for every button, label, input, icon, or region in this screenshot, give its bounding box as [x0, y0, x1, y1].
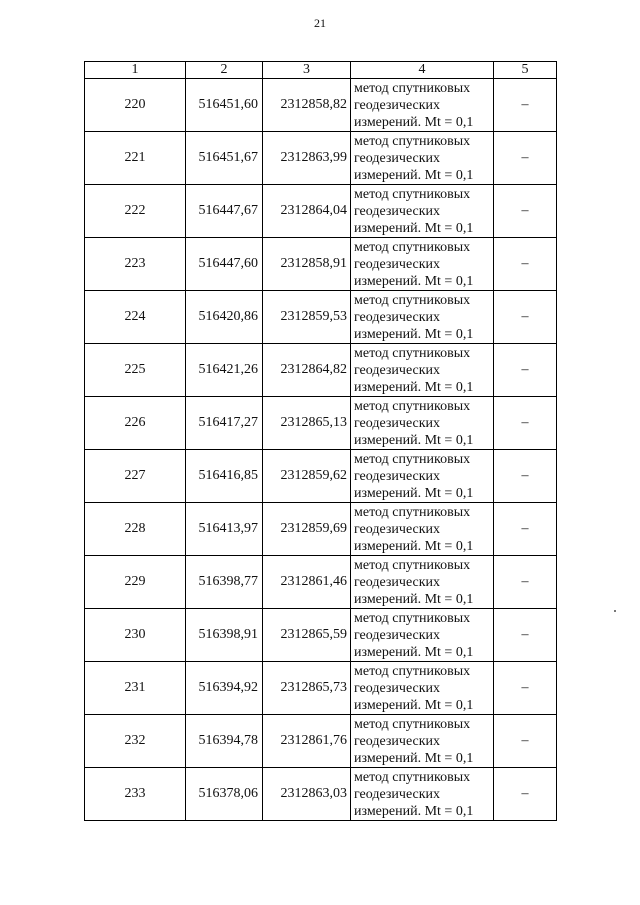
method-line: метод спутниковых — [354, 451, 471, 467]
header-col-3: 3 — [263, 62, 351, 79]
point-number-cell: 222 — [85, 185, 186, 238]
y-coordinate-cell: 2312863,99 — [263, 132, 351, 185]
note-cell: – — [494, 662, 557, 715]
method-cell — [351, 344, 494, 397]
x-coordinate-cell: 516447,60 — [186, 238, 263, 291]
method-line: геодезических — [354, 362, 441, 378]
x-coordinate-cell: 516451,60 — [186, 79, 263, 132]
method-line: измерений. Mt = 0,1 — [354, 644, 474, 660]
method-cell — [351, 450, 494, 503]
method-line: измерений. Mt = 0,1 — [354, 273, 474, 289]
method-cell — [351, 397, 494, 450]
table-header-row — [85, 62, 557, 79]
method-line: геодезических — [354, 574, 441, 590]
method-cell — [351, 768, 494, 821]
y-coordinate-cell: 2312864,04 — [263, 185, 351, 238]
method-line: метод спутниковых — [354, 557, 471, 573]
y-coordinate-cell: 2312864,82 — [263, 344, 351, 397]
method-cell — [351, 238, 494, 291]
scan-speck — [614, 610, 616, 612]
table-row — [85, 768, 557, 821]
y-coordinate-cell: 2312858,91 — [263, 238, 351, 291]
note-cell: – — [494, 768, 557, 821]
note-cell: – — [494, 79, 557, 132]
method-line: измерений. Mt = 0,1 — [354, 750, 474, 766]
table-row — [85, 715, 557, 768]
y-coordinate-cell: 2312859,69 — [263, 503, 351, 556]
method-line: измерений. Mt = 0,1 — [354, 432, 474, 448]
point-number-cell: 220 — [85, 79, 186, 132]
x-coordinate-cell: 516398,77 — [186, 556, 263, 609]
note-cell: – — [494, 291, 557, 344]
method-line: геодезических — [354, 309, 441, 325]
point-number-cell: 232 — [85, 715, 186, 768]
point-number-cell: 230 — [85, 609, 186, 662]
method-line: метод спутниковых — [354, 239, 471, 255]
y-coordinate-cell: 2312861,76 — [263, 715, 351, 768]
point-number-cell: 223 — [85, 238, 186, 291]
table-row — [85, 503, 557, 556]
method-line: измерений. Mt = 0,1 — [354, 591, 474, 607]
method-line: метод спутниковых — [354, 133, 471, 149]
y-coordinate-cell: 2312861,46 — [263, 556, 351, 609]
y-coordinate-cell: 2312859,53 — [263, 291, 351, 344]
method-line: метод спутниковых — [354, 610, 471, 626]
x-coordinate-cell: 516417,27 — [186, 397, 263, 450]
method-line: метод спутниковых — [354, 292, 471, 308]
point-number-cell: 231 — [85, 662, 186, 715]
y-coordinate-cell: 2312863,03 — [263, 768, 351, 821]
table-row — [85, 556, 557, 609]
point-number-cell: 224 — [85, 291, 186, 344]
x-coordinate-cell: 516421,26 — [186, 344, 263, 397]
method-line: геодезических — [354, 468, 441, 484]
table-row — [85, 609, 557, 662]
note-cell: – — [494, 185, 557, 238]
header-col-2: 2 — [186, 62, 263, 79]
method-line: измерений. Mt = 0,1 — [354, 538, 474, 554]
x-coordinate-cell: 516416,85 — [186, 450, 263, 503]
header-col-1: 1 — [85, 62, 186, 79]
method-cell — [351, 503, 494, 556]
method-line: геодезических — [354, 786, 441, 802]
method-line: измерений. Mt = 0,1 — [354, 485, 474, 501]
method-line: геодезических — [354, 680, 441, 696]
method-line: измерений. Mt = 0,1 — [354, 697, 474, 713]
method-cell — [351, 556, 494, 609]
note-cell: – — [494, 556, 557, 609]
table-row — [85, 397, 557, 450]
table-row — [85, 79, 557, 132]
table-row — [85, 291, 557, 344]
method-line: измерений. Mt = 0,1 — [354, 114, 474, 130]
note-cell: – — [494, 344, 557, 397]
method-line: метод спутниковых — [354, 186, 471, 202]
method-line: метод спутниковых — [354, 769, 471, 785]
method-line: геодезических — [354, 627, 441, 643]
table-row — [85, 185, 557, 238]
method-line: геодезических — [354, 97, 441, 113]
point-number-cell: 229 — [85, 556, 186, 609]
header-col-4: 4 — [351, 62, 494, 79]
method-cell — [351, 662, 494, 715]
method-line: метод спутниковых — [354, 504, 471, 520]
point-number-cell: 221 — [85, 132, 186, 185]
method-line: метод спутниковых — [354, 345, 471, 361]
method-cell — [351, 185, 494, 238]
method-line: метод спутниковых — [354, 398, 471, 414]
method-line: геодезических — [354, 733, 441, 749]
point-number-cell: 233 — [85, 768, 186, 821]
note-cell: – — [494, 397, 557, 450]
note-cell: – — [494, 609, 557, 662]
y-coordinate-cell: 2312865,59 — [263, 609, 351, 662]
x-coordinate-cell: 516451,67 — [186, 132, 263, 185]
method-line: измерений. Mt = 0,1 — [354, 220, 474, 236]
method-line: геодезических — [354, 415, 441, 431]
point-number-cell: 226 — [85, 397, 186, 450]
method-cell — [351, 609, 494, 662]
method-cell — [351, 79, 494, 132]
method-line: геодезических — [354, 203, 441, 219]
method-cell — [351, 132, 494, 185]
note-cell: – — [494, 238, 557, 291]
coordinates-table — [84, 61, 557, 821]
method-line: измерений. Mt = 0,1 — [354, 379, 474, 395]
table-row — [85, 662, 557, 715]
point-number-cell: 227 — [85, 450, 186, 503]
note-cell: – — [494, 715, 557, 768]
page-number: 21 — [314, 16, 326, 30]
table-row — [85, 132, 557, 185]
method-line: геодезических — [354, 521, 441, 537]
method-line: измерений. Mt = 0,1 — [354, 167, 474, 183]
y-coordinate-cell: 2312859,62 — [263, 450, 351, 503]
method-cell — [351, 715, 494, 768]
point-number-cell: 225 — [85, 344, 186, 397]
point-number-cell: 228 — [85, 503, 186, 556]
y-coordinate-cell: 2312865,73 — [263, 662, 351, 715]
x-coordinate-cell: 516378,06 — [186, 768, 263, 821]
x-coordinate-cell: 516447,67 — [186, 185, 263, 238]
method-cell — [351, 291, 494, 344]
x-coordinate-cell: 516413,97 — [186, 503, 263, 556]
x-coordinate-cell: 516398,91 — [186, 609, 263, 662]
method-line: метод спутниковых — [354, 663, 471, 679]
method-line: метод спутниковых — [354, 716, 471, 732]
table-row — [85, 344, 557, 397]
x-coordinate-cell: 516420,86 — [186, 291, 263, 344]
table-body — [85, 79, 557, 821]
table-row — [85, 238, 557, 291]
note-cell: – — [494, 503, 557, 556]
method-line: метод спутниковых — [354, 80, 471, 96]
method-line: геодезических — [354, 150, 441, 166]
method-line: геодезических — [354, 256, 441, 272]
x-coordinate-cell: 516394,92 — [186, 662, 263, 715]
method-line: измерений. Mt = 0,1 — [354, 803, 474, 819]
method-line: измерений. Mt = 0,1 — [354, 326, 474, 342]
table-row — [85, 450, 557, 503]
y-coordinate-cell: 2312865,13 — [263, 397, 351, 450]
x-coordinate-cell: 516394,78 — [186, 715, 263, 768]
y-coordinate-cell: 2312858,82 — [263, 79, 351, 132]
note-cell: – — [494, 132, 557, 185]
header-col-5: 5 — [494, 62, 557, 79]
note-cell: – — [494, 450, 557, 503]
